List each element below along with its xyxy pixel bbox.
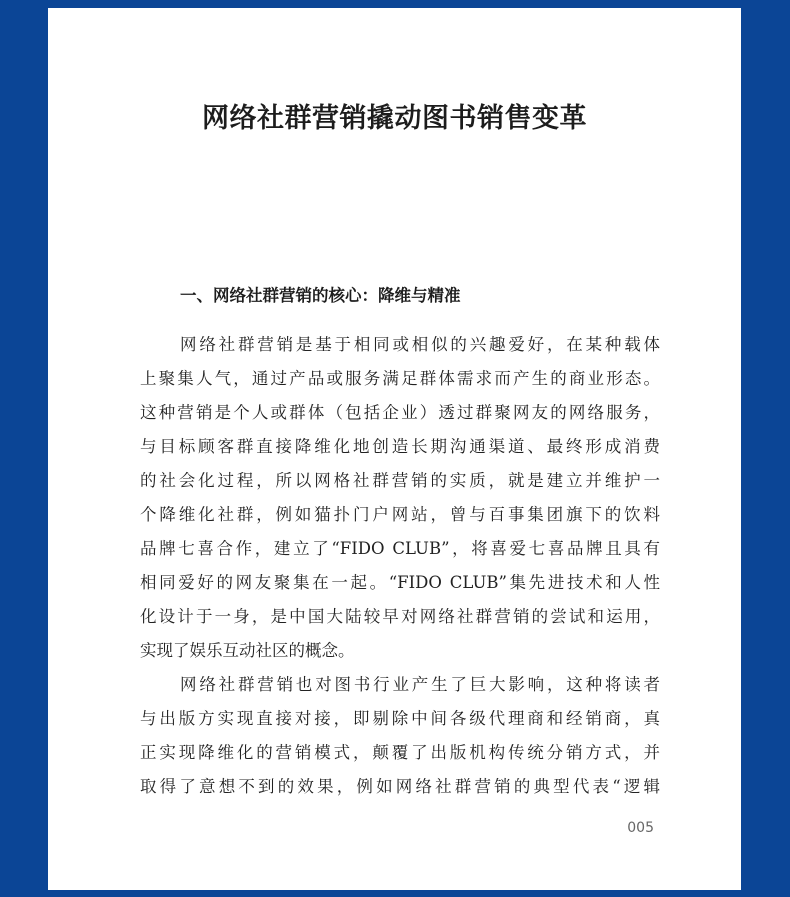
text-line: 相同爱好的网友聚集在一起。“FIDO CLUB”集先进技术和人性 xyxy=(140,573,660,592)
body-text xyxy=(140,328,660,804)
book-page xyxy=(48,8,741,890)
text-line: 取得了意想不到的效果，例如网络社群营销的典型代表“逻辑 xyxy=(140,777,660,796)
text-line: 品牌七喜合作，建立了“FIDO CLUB”，将喜爱七喜品牌且具有 xyxy=(140,539,660,558)
text-line: 这种营销是个人或群体（包括企业）透过群聚网友的网络服务， xyxy=(140,403,660,422)
text-line: 的社会化过程，所以网格社群营销的实质，就是建立并维护一 xyxy=(140,471,660,490)
page-title: 网络社群营销撬动图书销售变革 xyxy=(202,103,587,134)
text-line: 与目标顾客群直接降维化地创造长期沟通渠道、最终形成消费 xyxy=(140,437,660,456)
page-number: 005 xyxy=(627,820,654,836)
text-line: 网络社群营销也对图书行业产生了巨大影响，这种将读者 xyxy=(180,675,660,694)
text-line: 实现了娱乐互动社区的概念。 xyxy=(140,641,355,660)
text-line: 上聚集人气，通过产品或服务满足群体需求而产生的商业形态。 xyxy=(140,369,660,388)
text-line: 化设计于一身，是中国大陆较早对网络社群营销的尝试和运用， xyxy=(140,607,660,626)
text-line: 网络社群营销是基于相同或相似的兴趣爱好，在某种载体 xyxy=(180,335,660,354)
text-line: 正实现降维化的营销模式，颠覆了出版机构传统分销方式，并 xyxy=(140,743,660,762)
section-heading: 一、网络社群营销的核心：降维与精准 xyxy=(180,286,461,305)
text-line: 个降维化社群，例如猫扑门户网站，曾与百事集团旗下的饮料 xyxy=(140,505,660,524)
text-line: 与出版方实现直接对接，即剔除中间各级代理商和经销商，真 xyxy=(140,709,660,728)
